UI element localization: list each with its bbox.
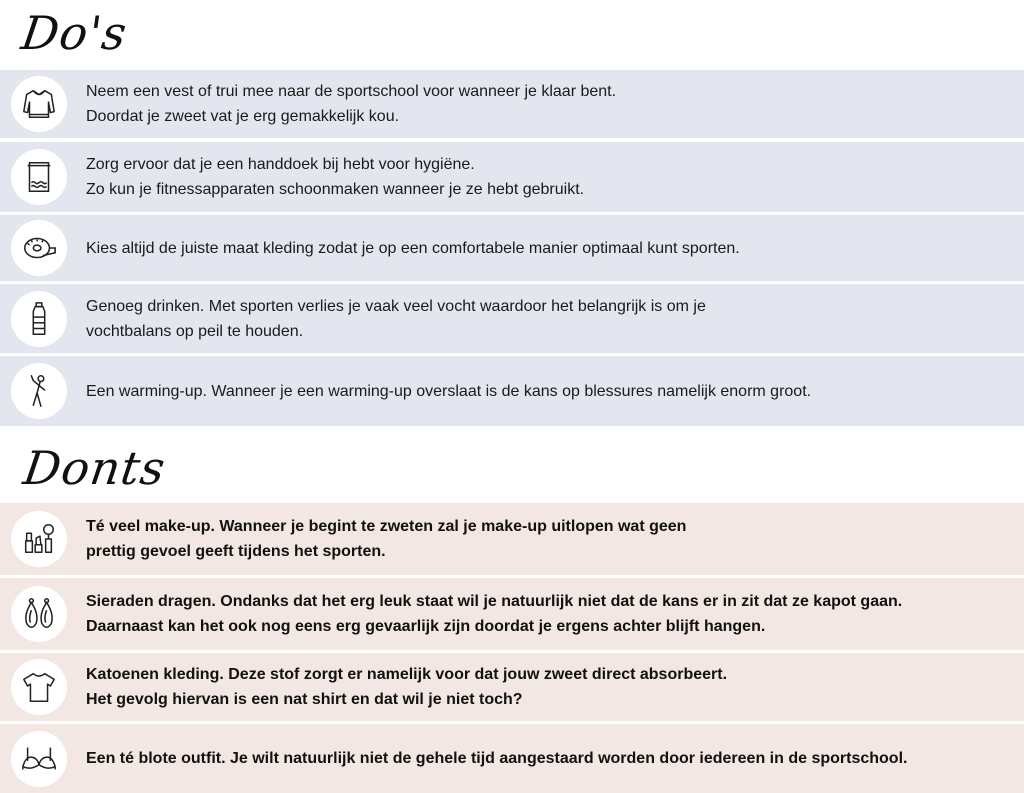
stretching-person-icon [20,372,58,410]
towel-icon [20,158,58,196]
sweater-icon [20,85,58,123]
measuring-tape-icon [20,229,58,267]
donts-item-text: Een té blote outfit. Je wilt natuurlijk niet de gehele tijd aangestaard worden door iedereen in de sportschool. [86,750,908,767]
water-bottle-icon [20,300,58,338]
makeup-icon [20,520,58,558]
dos-item-text: Zorg ervoor dat je een handdoek bij hebt voor hygiëne. Zo kun je fitnessapparaten schoonmaken wanneer je ze hebt gebruikt. [86,156,585,198]
donts-item [0,653,1024,721]
dos-item-text: Een warming-up. Wanneer je een warming-up overslaat is de kans op blessures namelijk enorm groot. [86,382,812,400]
bra-icon [20,740,58,778]
dos-item-text: Neem een vest of trui mee naar de sportschool voor wanneer je klaar bent. Doordat je zweet vat je erg gemakkelijk kou. [86,83,617,125]
dos-item [0,284,1024,353]
dos-item-text: Kies altijd de juiste maat kleding zodat je op een comfortabele manier optimaal kunt sporten. [86,239,740,257]
dos-item-text: Genoeg drinken. Met sporten verlies je vaak veel vocht waardoor het belangrijk is om je vochtbalans op peil te houden. [86,297,706,340]
donts-item-text: Té veel make-up. Wanneer je begint te zweten zal je make-up uitlopen wat geen prettig gevoel geeft tijdens het sporten. [86,518,687,560]
dos-heading: Do's [18,6,131,60]
donts-item [0,724,1024,793]
donts-item [0,503,1024,575]
dos-item [0,142,1024,212]
dos-item [0,356,1024,426]
donts-heading: Donts [20,441,170,495]
donts-item [0,578,1024,650]
dos-item [0,215,1024,281]
dos-item [0,70,1024,138]
donts-item-text: Katoenen kleding. Deze stof zorgt er namelijk voor dat jouw zweet direct absorbeert. Het gevolg hiervan is een nat shirt en dat wil je niet toch? [86,666,728,708]
earrings-icon [20,595,58,633]
donts-item-text: Sieraden dragen. Ondanks dat het erg leuk staat wil je natuurlijk niet dat de kans er in zit dat ze kapot gaan. Daarnaast kan het ook nog eens erg gevaarlijk zijn doordat je ergens achter blijft hangen. [86,593,903,635]
tshirt-icon [20,668,58,706]
